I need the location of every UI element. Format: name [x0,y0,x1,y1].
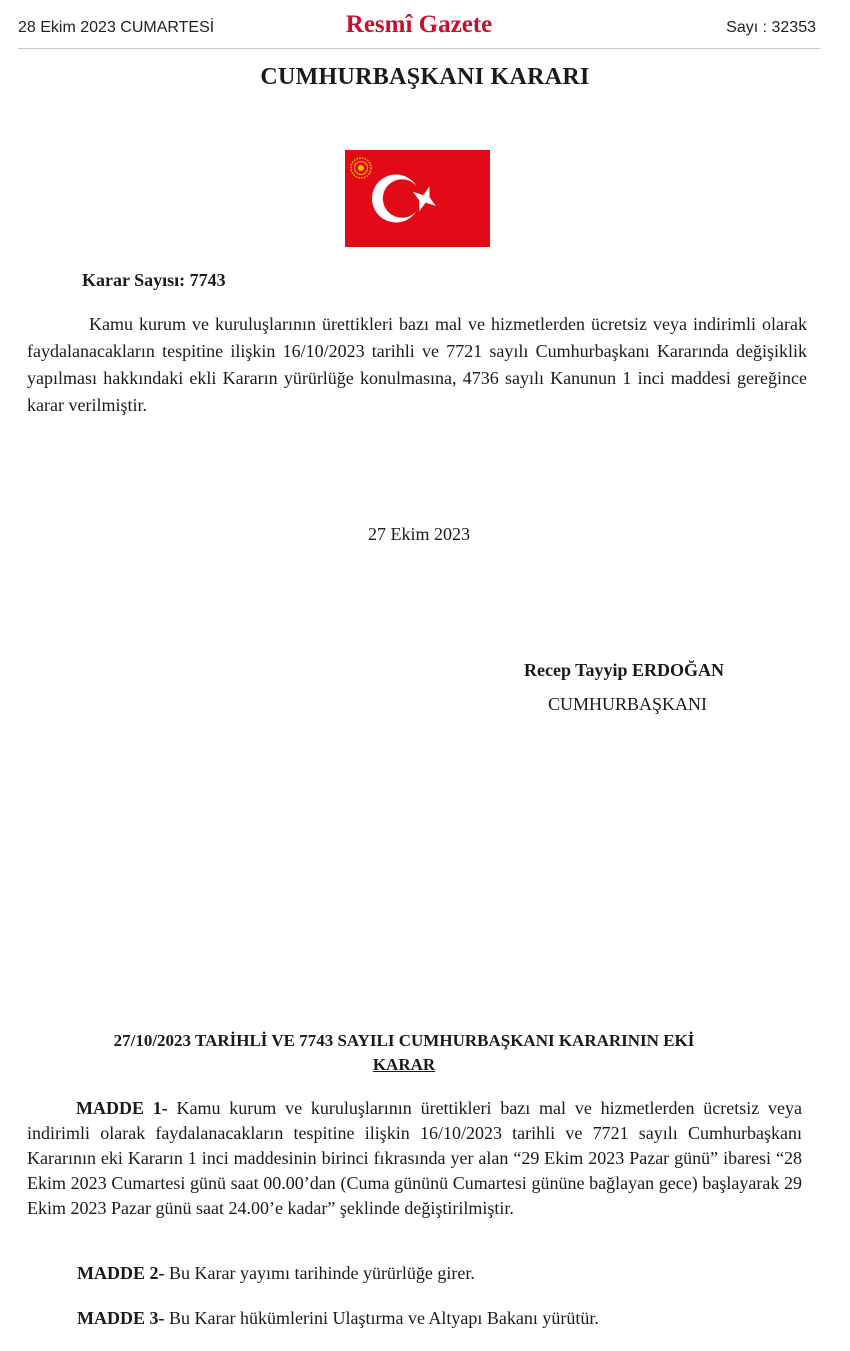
decision-number: Karar Sayısı: 7743 [82,270,226,290]
annex-title-karar: KARAR [372,1055,436,1074]
issue-number: Sayı : 32353 [726,19,816,36]
signer-title: CUMHURBAŞKANI [548,694,708,714]
document-title: CUMHURBAŞKANI KARARI [260,64,590,90]
article-1 [27,1096,802,1221]
gazette-name: Resmî Gazete [345,11,493,38]
article-text: Bu Karar yayımı tarihinde yürürlüğe girer. [169,1263,475,1283]
signer-name: Recep Tayyip ERDOĞAN [524,660,725,680]
annex-title-line2 [0,1053,808,1077]
turkish-flag-icon [345,150,490,247]
publication-date: 28 Ekim 2023 CUMARTESİ [18,19,215,36]
article-label: MADDE 1- [76,1098,168,1118]
gazette-header [18,10,820,49]
article-text: Kamu kurum ve kuruluşlarının ürettikleri bazı mal ve hizmetlerden ücretsiz veya indirimli olarak faydalanacakların tespitine ilişkin 16/10/2023 tarihli ve 7721 sayılı Cumhurbaşkanı Kararının eki Kararın 1 inci maddesinin birinci fıkrasında yer alan “29 Ekim 2023 Pazar günü” ibaresi “28 Ekim 2023 Cumartesi günü saat 00.00’dan (Cuma gününü Cumartesi gününe bağlayan gece) başlayarak 29 Ekim 2023 Pazar günü saat 24.00’e kadar” şeklinde değiştirilmiştir. [27,1098,803,1218]
signing-date: 27 Ekim 2023 [368,524,470,544]
annex-title-line1: 27/10/2023 TARİHLİ VE 7743 SAYILI CUMHURBAŞKANI KARARININ EKİ [113,1031,695,1050]
article-label: MADDE 2- [77,1263,165,1283]
article-text: Bu Karar hükümlerini Ulaştırma ve Altyapı Bakanı yürütür. [169,1308,599,1328]
article-3 [27,1306,802,1331]
annex-title [0,1029,808,1077]
article-label: MADDE 3- [77,1308,165,1328]
intro-paragraph: Kamu kurum ve kuruluşlarının ürettikleri bazı mal ve hizmetlerden ücretsiz veya indirimli olarak faydalanacakların tespitine ilişkin 16/10/2023 tarihli ve 7721 sayılı Cumhurbaşkanı Kararında değişiklik yapılması hakkındaki ekli Kararın yürürlüğe konulmasına, 4736 sayılı Kanunun 1 inci maddesi gereğince karar verilmiştir. [27,314,807,415]
article-2 [27,1261,802,1286]
